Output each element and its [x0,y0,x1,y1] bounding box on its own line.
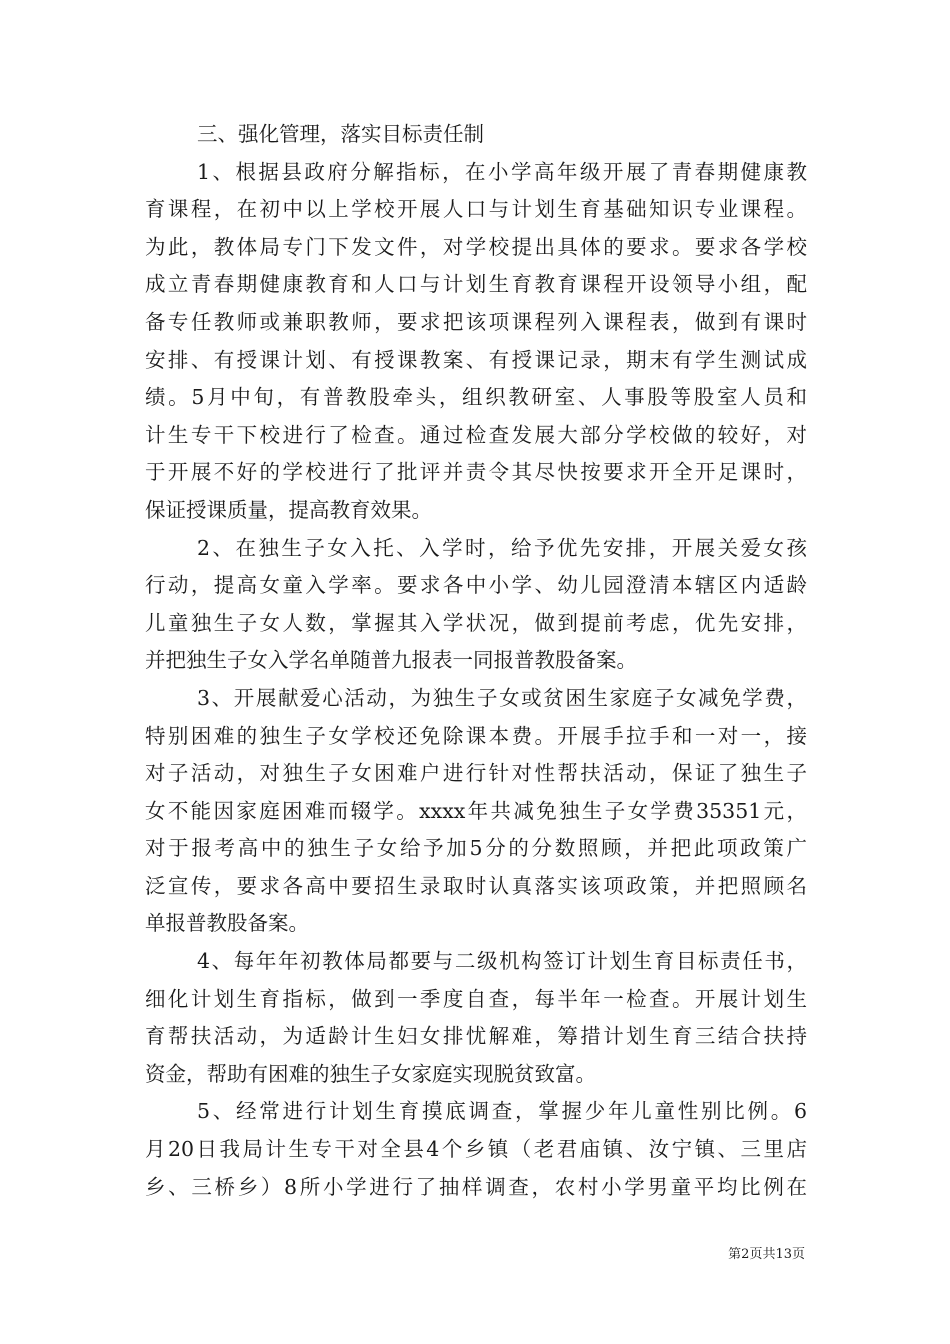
paragraph-line: 女不能因家庭困难而辍学。xxxx年共减免独生子女学费35351元， [145,798,807,823]
paragraph-line: 安排、有授课计划、有授课教案、有授课记录，期末有学生测试成 [145,347,807,372]
section-heading: 三、强化管理，落实目标责任制 [197,122,484,146]
paragraph-line: 为此，教体局专门下发文件，对学校提出具体的要求。要求各学校 [145,234,807,259]
document-body [145,116,807,1206]
paragraph-2 [145,530,807,680]
paragraph-line: 2、在独生子女入托、入学时，给予优先安排，开展关爱女孩 [197,535,807,560]
paragraph-line: 育课程，在初中以上学校开展人口与计划生育基础知识专业课程。 [145,197,807,222]
paragraph-5 [145,1093,807,1206]
paragraph-line: 行动，提高女童入学率。要求各中小学、幼儿园澄清本辖区内适龄 [145,573,807,598]
paragraph-line: 并把独生子女入学名单随普九报表一同报普教股备案。 [145,648,637,673]
paragraph-line: 月20日我局计生专干对全县4个乡镇（老君庙镇、汝宁镇、三里店 [145,1137,807,1162]
paragraph-3 [145,680,807,943]
paragraph-line: 泛宣传，要求各高中要招生录取时认真落实该项政策，并把照顾名 [145,873,807,898]
paragraph-1 [145,154,807,530]
page-number: 第2页共13页 [728,1247,805,1262]
paragraph-line: 备专任教师或兼职教师，要求把该项课程列入课程表，做到有课时 [145,309,807,334]
paragraph-line: 成立青春期健康教育和人口与计划生育教育课程开设领导小组，配 [145,272,807,297]
paragraph-line: 5、经常进行计划生育摸底调查，掌握少年儿童性别比例。6 [197,1099,807,1124]
paragraph-line: 3、开展献爱心活动，为独生子女或贫困生家庭子女减免学费， [197,685,807,710]
paragraph-line: 对子活动，对独生子女困难户进行针对性帮扶活动，保证了独生子 [145,761,807,786]
paragraph-line: 育帮扶活动，为适龄计生妇女排忧解难，筹措计划生育三结合扶持 [145,1024,807,1049]
paragraph-line: 对于报考高中的独生子女给予加5分的分数照顾，并把此项政策广 [145,836,807,861]
paragraph-line: 1、根据县政府分解指标，在小学高年级开展了青春期健康教 [197,159,807,184]
paragraph-line: 资金，帮助有困难的独生子女家庭实现脱贫致富。 [145,1061,596,1086]
paragraph-line: 绩。5月中旬，有普教股牵头，组织教研室、人事股等股室人员和 [145,385,807,410]
paragraph-line: 于开展不好的学校进行了批评并责令其尽快按要求开全开足课时， [145,460,807,485]
paragraph-line: 乡、三桥乡）8所小学进行了抽样调查，农村小学男童平均比例在 [145,1174,807,1199]
paragraph-line: 特别困难的独生子女学校还免除课本费。开展手拉手和一对一，接 [145,723,807,748]
paragraph-line: 儿童独生子女人数，掌握其入学状况，做到提前考虑，优先安排， [145,610,807,635]
paragraph-line: 单报普教股备案。 [145,911,309,936]
paragraph-4 [145,943,807,1093]
paragraph-line: 计生专干下校进行了检查。通过检查发展大部分学校做的较好，对 [145,422,807,447]
paragraph-line: 4、每年年初教体局都要与二级机构签订计划生育目标责任书， [197,949,807,974]
paragraph-line: 保证授课质量，提高教育效果。 [145,497,432,522]
paragraph-line: 细化计划生育指标，做到一季度自查，每半年一检查。开展计划生 [145,986,807,1011]
